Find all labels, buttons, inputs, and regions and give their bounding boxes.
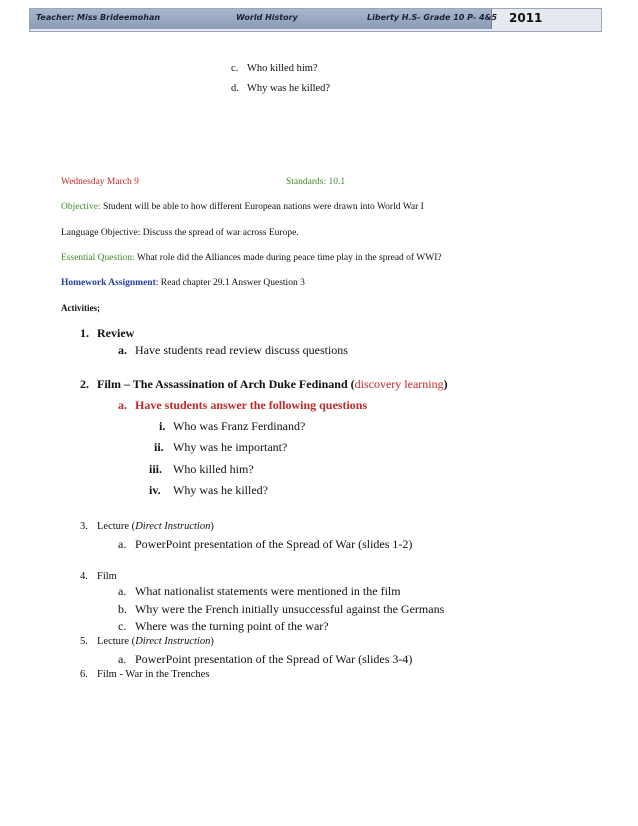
essential-question-line: [61, 253, 442, 263]
activity-4c-text: Where was the turning point of the war?: [135, 619, 329, 633]
homework-label: Homework Assignment: [61, 278, 156, 288]
carryover-marker-d: d.: [231, 83, 239, 94]
activity-4-title: Film: [97, 571, 117, 582]
activity-3-line: [97, 521, 214, 532]
roman-marker-i: i.: [159, 419, 166, 433]
activity-5-method: Direct Instruction: [135, 636, 211, 647]
activity-5a-marker: a.: [118, 652, 127, 666]
activity-4b-marker: b.: [118, 602, 127, 616]
activity-4a-marker: a.: [118, 584, 127, 598]
activity-1a-marker: a.: [118, 343, 127, 357]
activity-3-number: 3.: [80, 521, 88, 532]
carryover-marker-c: c.: [231, 63, 239, 74]
roman-marker-iv: iv.: [149, 483, 161, 497]
header-teacher: Teacher: Miss Brideemohan: [36, 13, 161, 22]
activity-6-number: 6.: [80, 669, 88, 680]
activity-1a-text: Have students read review discuss questions: [135, 343, 348, 357]
activity-5-line: [97, 636, 214, 647]
lesson-standards: Standards: 10.1: [286, 177, 346, 187]
activity-5-number: 5.: [80, 636, 88, 647]
roman-marker-iii: iii.: [149, 462, 163, 476]
activity-2-line: [97, 377, 448, 392]
header-year: 2011: [509, 11, 543, 25]
activity-4b-text: Why were the French initially unsuccessful against the Germans: [135, 602, 445, 616]
activity-6-title: Film - War in the Trenches: [97, 669, 210, 680]
essential-label: Essential Question:: [61, 253, 135, 263]
activity-5a-text: PowerPoint presentation of the Spread of War (slides 3-4): [135, 652, 413, 666]
roman-marker-ii: ii.: [154, 440, 164, 454]
page-header: [29, 8, 602, 32]
activity-3a-text: PowerPoint presentation of the Spread of War (slides 1-2): [135, 537, 413, 551]
homework-text: : Read chapter 29.1 Answer Question 3: [155, 278, 305, 288]
activity-3a-marker: a.: [118, 537, 127, 551]
activity-3-method: Direct Instruction: [135, 521, 211, 532]
roman-item-iv: Why was he killed?: [173, 483, 268, 497]
activity-4c-marker: c.: [118, 619, 127, 633]
activities-label: Activities;: [61, 303, 100, 313]
objective-label: Objective:: [61, 202, 101, 212]
essential-text: What role did the Alliances made during peace time play in the spread of WWI?: [136, 253, 442, 263]
activity-4-number: 4.: [80, 571, 88, 582]
activity-3-suffix: ): [210, 521, 214, 532]
objective-text: Student will be able to how different European nations were drawn into World War I: [102, 202, 424, 212]
activity-5-suffix: ): [210, 636, 214, 647]
carryover-item-d: Why was he killed?: [247, 83, 331, 94]
lesson-day: Wednesday March 9: [61, 177, 139, 187]
homework-line: [61, 278, 305, 288]
roman-item-ii: Why was he important?: [173, 440, 288, 454]
activity-2-paren-close: ): [443, 377, 448, 391]
activity-4a-text: What nationalist statements were mentioned in the film: [135, 584, 401, 598]
activity-2a-text: Have students answer the following questions: [135, 398, 368, 412]
activity-2-number: 2.: [80, 377, 89, 391]
activity-2-paren-open: (: [350, 377, 355, 391]
activity-3-prefix: Lecture (: [97, 521, 136, 532]
objective-line: [61, 202, 424, 212]
activity-2a-marker: a.: [118, 398, 127, 412]
language-objective: Language Objective: Discuss the spread of war across Europe.: [61, 228, 299, 238]
activity-2-discovery: discovery learning: [354, 377, 444, 391]
header-school: Liberty H.S- Grade 10 P- 4&5: [367, 13, 498, 22]
activity-5-prefix: Lecture (: [97, 636, 136, 647]
roman-item-i: Who was Franz Ferdinand?: [173, 419, 306, 433]
carryover-item-c: Who killed him?: [247, 63, 318, 74]
roman-item-iii: Who killed him?: [173, 462, 254, 476]
activity-2-title: Film – The Assassination of Arch Duke Fedinand: [97, 377, 348, 391]
header-subject: World History: [236, 13, 298, 22]
activity-1-title: Review: [97, 326, 135, 340]
activity-1-number: 1.: [80, 326, 89, 340]
